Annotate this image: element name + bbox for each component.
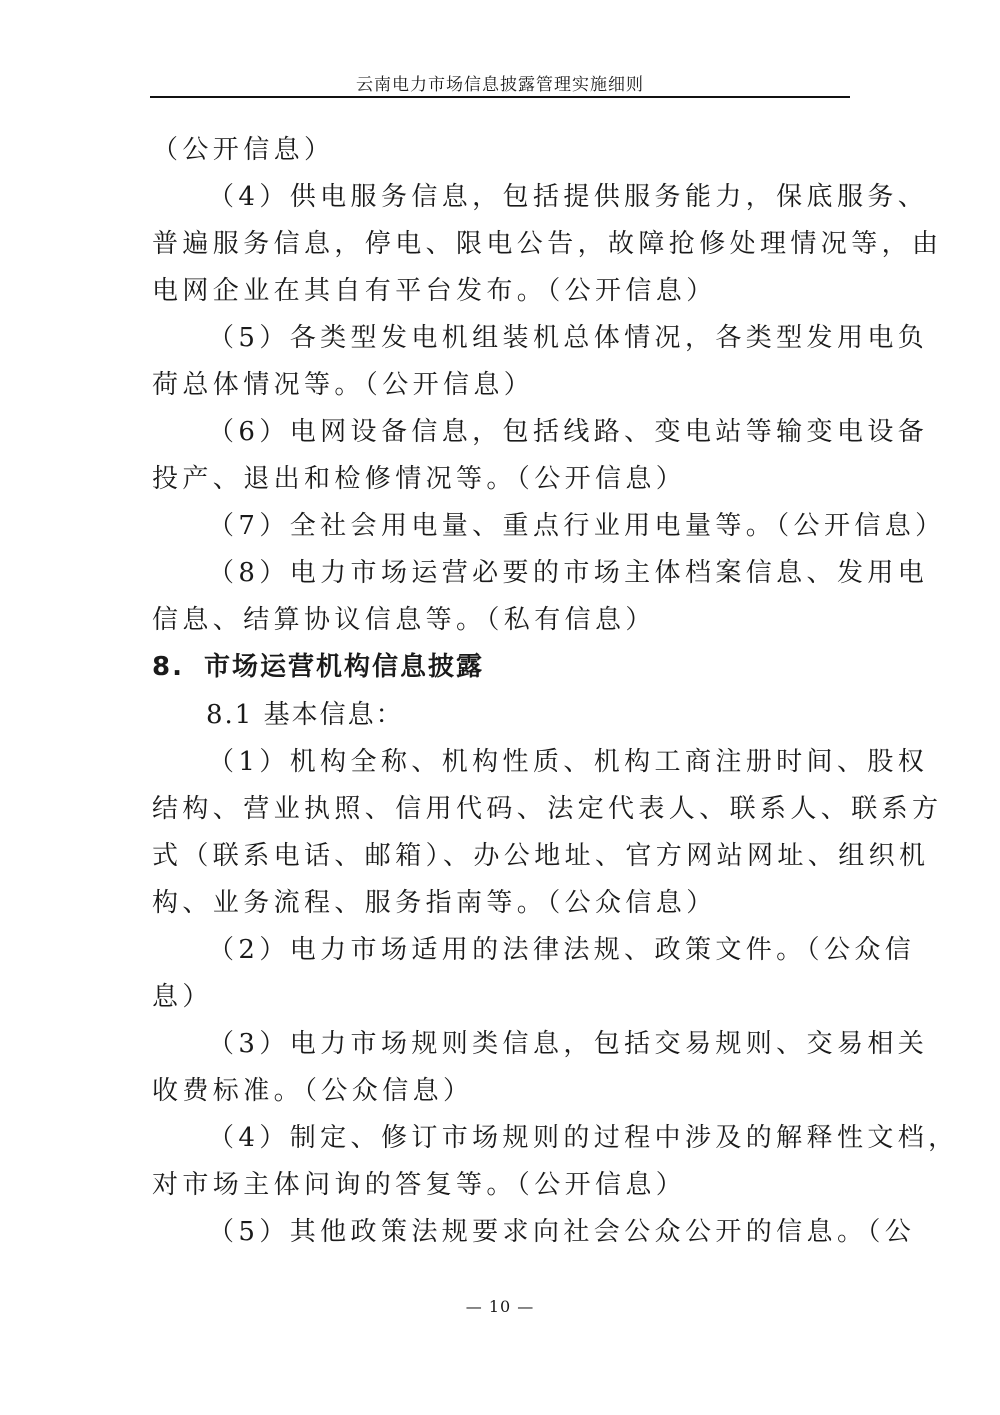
section-title: 市场运营机构信息披露 [203, 652, 484, 682]
body-line: （5）各类型发电机组装机总体情况，各类型发用电负 [208, 323, 929, 353]
section-line: 对市场主体问询的答复等。（公开信息） [152, 1170, 687, 1200]
body-line: 电网企业在其自有平台发布。（公开信息） [152, 276, 717, 306]
section-line: 式（联系电话、邮箱）、办公地址、官方网站网址、组织机 [152, 841, 930, 871]
section-number: 8. [152, 652, 184, 682]
section-line: （4）制定、修订市场规则的过程中涉及的解释性文档， [208, 1123, 959, 1153]
section-line: （1）机构全称、机构性质、机构工商注册时间、股权 [208, 747, 929, 777]
section-line: （3）电力市场规则类信息，包括交易规则、交易相关 [208, 1029, 929, 1059]
section-line: 收费标准。（公众信息） [152, 1076, 474, 1106]
subsection-heading: 8.1 基本信息： [206, 700, 404, 730]
header-rule [150, 96, 850, 98]
body-line: （6）电网设备信息，包括线路、变电站等输变电设备 [208, 417, 929, 447]
section-line: 息） [152, 982, 213, 1012]
section-line: （2）电力市场适用的法律法规、政策文件。（公众信 [208, 935, 916, 965]
body-line: 普遍服务信息，停电、限电公告，故障抢修处理情况等，由 [152, 229, 943, 259]
page-number: — 10 — [465, 1297, 535, 1316]
body-line: （8）电力市场运营必要的市场主体档案信息、发用电 [208, 558, 929, 588]
body-line: 投产、退出和检修情况等。（公开信息） [152, 464, 687, 494]
body-line: 信息、结算协议信息等。（私有信息） [152, 605, 656, 635]
section-line: 构、业务流程、服务指南等。（公众信息） [152, 888, 717, 918]
section-line: （5）其他政策法规要求向社会公众公开的信息。（公 [208, 1217, 916, 1247]
body-line: 荷总体情况等。（公开信息） [152, 370, 535, 400]
section-heading [152, 651, 484, 683]
section-line: 结构、营业执照、信用代码、法定代表人、联系人、联系方 [152, 794, 943, 824]
body-line: （7）全社会用电量、重点行业用电量等。（公开信息） [208, 511, 946, 541]
body-line: （4）供电服务信息，包括提供服务能力，保底服务、 [208, 182, 929, 212]
body-line: （公开信息） [152, 135, 335, 165]
running-header: 云南电力市场信息披露管理实施细则 [356, 75, 644, 95]
